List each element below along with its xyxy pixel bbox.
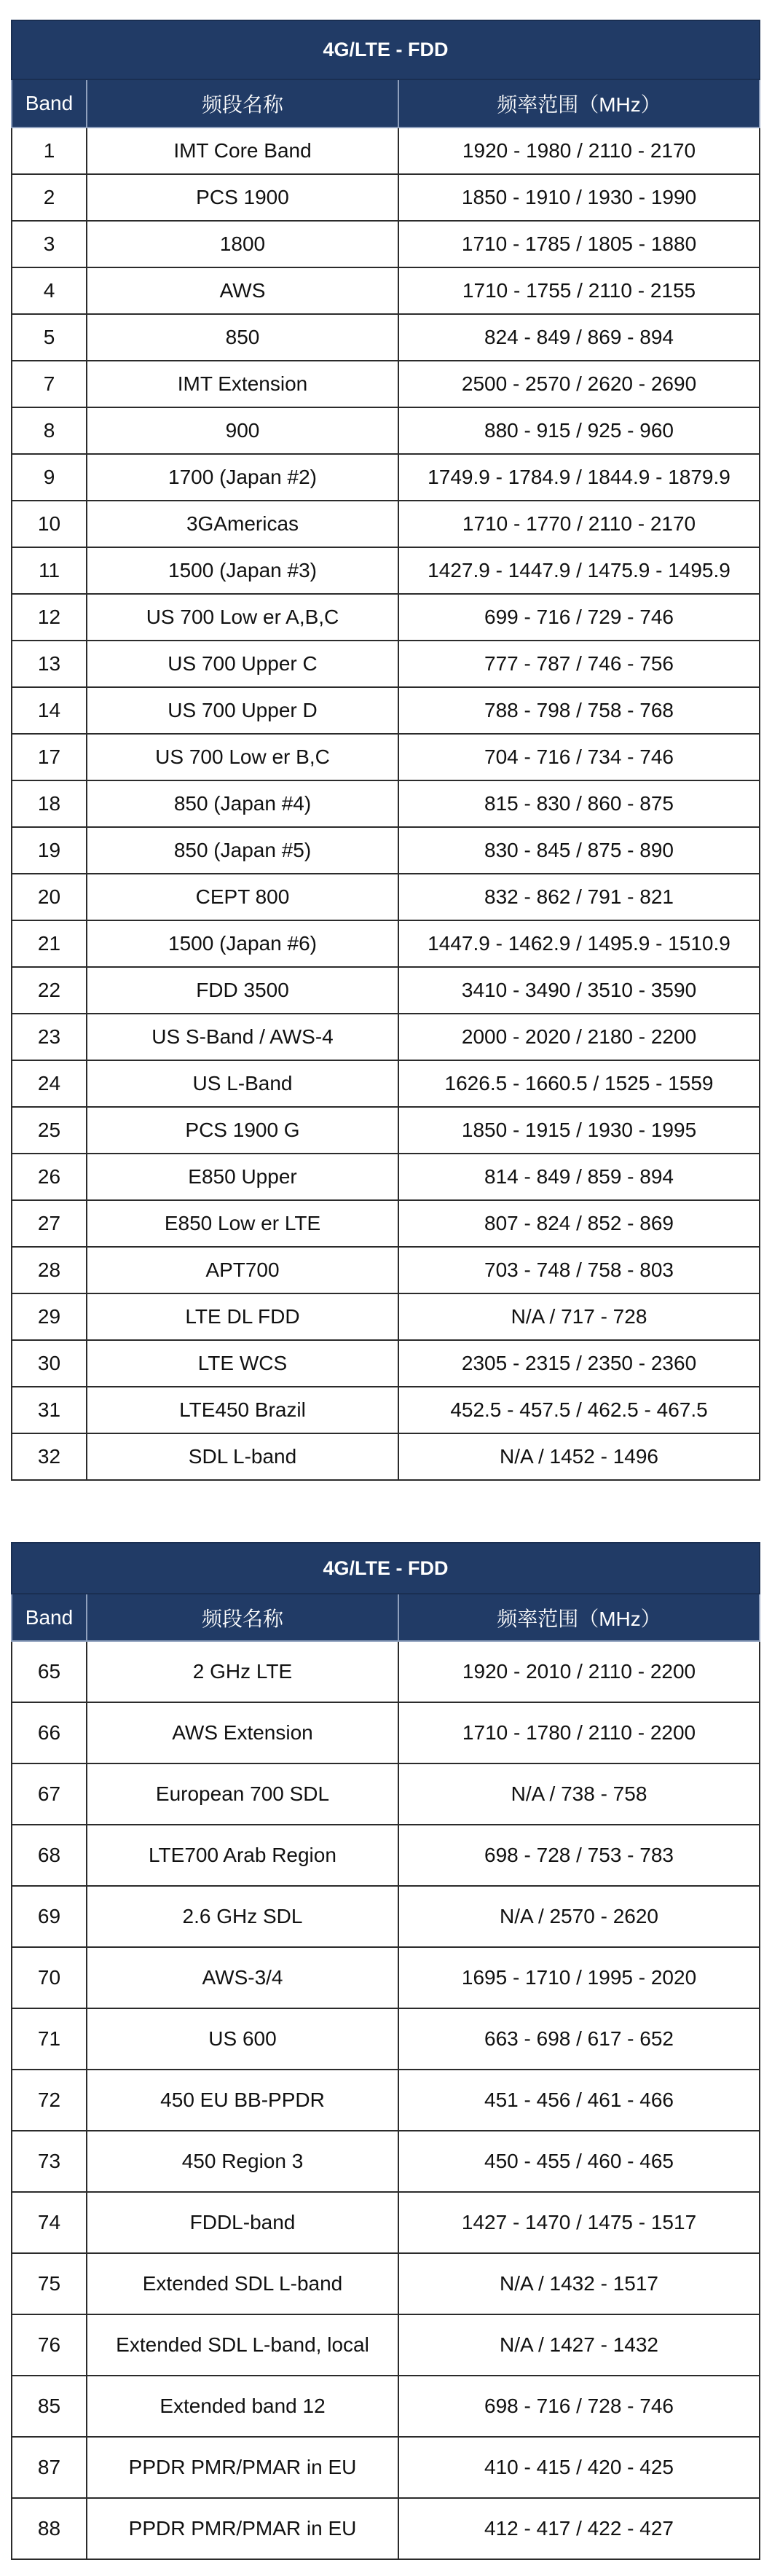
table-row	[12, 687, 760, 734]
band-name-cell: 3GAmericas	[87, 501, 398, 547]
table-row	[12, 1293, 760, 1340]
band-cell: 20	[12, 874, 87, 920]
band-cell: 85	[12, 2376, 87, 2437]
table-row	[12, 1247, 760, 1293]
table-header-row	[12, 79, 760, 128]
band-name-cell: 1500 (Japan #6)	[87, 920, 398, 967]
band-name-cell: 850 (Japan #5)	[87, 827, 398, 874]
table-row	[12, 128, 760, 174]
table-row	[12, 2192, 760, 2253]
band-cell: 29	[12, 1293, 87, 1340]
band-cell: 11	[12, 547, 87, 594]
table-title: 4G/LTE - FDD	[12, 1543, 760, 1594]
frequency-range-cell: 830 - 845 / 875 - 890	[398, 827, 760, 874]
frequency-range-cell: 699 - 716 / 729 - 746	[398, 594, 760, 641]
frequency-range-cell: 410 - 415 / 420 - 425	[398, 2437, 760, 2498]
table-row	[12, 2070, 760, 2131]
frequency-range-cell: 3410 - 3490 / 3510 - 3590	[398, 967, 760, 1014]
frequency-range-cell: 1695 - 1710 / 1995 - 2020	[398, 1947, 760, 2008]
table-row	[12, 2253, 760, 2314]
table-row	[12, 1947, 760, 2008]
table-row	[12, 361, 760, 407]
band-name-cell: PPDR PMR/PMAR in EU	[87, 2498, 398, 2559]
band-name-cell: PPDR PMR/PMAR in EU	[87, 2437, 398, 2498]
table-title-row	[12, 1543, 760, 1594]
band-name-cell: PCS 1900	[87, 174, 398, 221]
band-name-cell: US 600	[87, 2008, 398, 2070]
band-cell: 12	[12, 594, 87, 641]
frequency-range-cell: 1920 - 2010 / 2110 - 2200	[398, 1641, 760, 1702]
band-name-cell: 1800	[87, 221, 398, 267]
band-cell: 70	[12, 1947, 87, 2008]
band-cell: 25	[12, 1107, 87, 1154]
table-row	[12, 874, 760, 920]
table-row	[12, 967, 760, 1014]
frequency-range-cell: 698 - 728 / 753 - 783	[398, 1825, 760, 1886]
frequency-range-cell: N/A / 1427 - 1432	[398, 2314, 760, 2376]
band-cell: 22	[12, 967, 87, 1014]
table-row	[12, 1154, 760, 1200]
table-row	[12, 2131, 760, 2192]
band-cell: 88	[12, 2498, 87, 2559]
band-cell: 24	[12, 1060, 87, 1107]
band-name-cell: 2 GHz LTE	[87, 1641, 398, 1702]
band-name-cell: IMT Extension	[87, 361, 398, 407]
band-cell: 5	[12, 314, 87, 361]
frequency-range-cell: 824 - 849 / 869 - 894	[398, 314, 760, 361]
band-cell: 27	[12, 1200, 87, 1247]
frequency-range-cell: 1710 - 1785 / 1805 - 1880	[398, 221, 760, 267]
band-cell: 68	[12, 1825, 87, 1886]
table-row	[12, 1107, 760, 1154]
table-row	[12, 2498, 760, 2559]
band-name-cell: LTE DL FDD	[87, 1293, 398, 1340]
band-cell: 21	[12, 920, 87, 967]
band-cell: 1	[12, 128, 87, 174]
table-row	[12, 734, 760, 780]
table-row	[12, 454, 760, 501]
table-row	[12, 594, 760, 641]
band-name-cell: 450 EU BB-PPDR	[87, 2070, 398, 2131]
table-row	[12, 2314, 760, 2376]
band-cell: 4	[12, 267, 87, 314]
frequency-range-cell: 832 - 862 / 791 - 821	[398, 874, 760, 920]
frequency-range-cell: 704 - 716 / 734 - 746	[398, 734, 760, 780]
band-name-cell: E850 Upper	[87, 1154, 398, 1200]
table-header-row	[12, 1594, 760, 1641]
band-cell: 72	[12, 2070, 87, 2131]
column-header-band-name: 频段名称	[87, 79, 398, 128]
band-name-cell: US 700 Low er A,B,C	[87, 594, 398, 641]
frequency-range-cell: 1850 - 1910 / 1930 - 1990	[398, 174, 760, 221]
band-name-cell: US S-Band / AWS-4	[87, 1014, 398, 1060]
frequency-range-cell: 698 - 716 / 728 - 746	[398, 2376, 760, 2437]
frequency-range-cell: 451 - 456 / 461 - 466	[398, 2070, 760, 2131]
table-row	[12, 2376, 760, 2437]
frequency-range-cell: 815 - 830 / 860 - 875	[398, 780, 760, 827]
band-name-cell: 1700 (Japan #2)	[87, 454, 398, 501]
frequency-range-cell: 703 - 748 / 758 - 803	[398, 1247, 760, 1293]
column-header-band-name: 频段名称	[87, 1594, 398, 1641]
band-name-cell: 1500 (Japan #3)	[87, 547, 398, 594]
frequency-range-cell: 1710 - 1780 / 2110 - 2200	[398, 1702, 760, 1763]
frequency-range-cell: 663 - 698 / 617 - 652	[398, 2008, 760, 2070]
table-row	[12, 1641, 760, 1702]
column-header-band: Band	[12, 79, 87, 128]
table-row	[12, 1433, 760, 1480]
band-cell: 18	[12, 780, 87, 827]
band-name-cell: 2.6 GHz SDL	[87, 1886, 398, 1947]
column-header-frequency-range: 频率范围（MHz）	[398, 79, 760, 128]
band-cell: 75	[12, 2253, 87, 2314]
band-cell: 73	[12, 2131, 87, 2192]
band-cell: 28	[12, 1247, 87, 1293]
band-cell: 26	[12, 1154, 87, 1200]
frequency-range-cell: 807 - 824 / 852 - 869	[398, 1200, 760, 1247]
band-cell: 31	[12, 1387, 87, 1433]
band-name-cell: European 700 SDL	[87, 1763, 398, 1825]
table-row	[12, 501, 760, 547]
band-cell: 87	[12, 2437, 87, 2498]
band-name-cell: US L-Band	[87, 1060, 398, 1107]
band-cell: 19	[12, 827, 87, 874]
table-row	[12, 1886, 760, 1947]
table-row	[12, 780, 760, 827]
frequency-range-cell: N/A / 738 - 758	[398, 1763, 760, 1825]
band-name-cell: SDL L-band	[87, 1433, 398, 1480]
frequency-range-cell: 1710 - 1755 / 2110 - 2155	[398, 267, 760, 314]
frequency-range-cell: 777 - 787 / 746 - 756	[398, 641, 760, 687]
band-table-1	[11, 20, 760, 1481]
table-row	[12, 1200, 760, 1247]
band-cell: 17	[12, 734, 87, 780]
band-cell: 10	[12, 501, 87, 547]
band-cell: 67	[12, 1763, 87, 1825]
frequency-range-cell: 412 - 417 / 422 - 427	[398, 2498, 760, 2559]
frequency-range-cell: 1427.9 - 1447.9 / 1475.9 - 1495.9	[398, 547, 760, 594]
band-cell: 71	[12, 2008, 87, 2070]
band-cell: 8	[12, 407, 87, 454]
table-row	[12, 1387, 760, 1433]
frequency-range-cell: N/A / 717 - 728	[398, 1293, 760, 1340]
frequency-range-cell: 1920 - 1980 / 2110 - 2170	[398, 128, 760, 174]
table-row	[12, 827, 760, 874]
band-cell: 65	[12, 1641, 87, 1702]
band-cell: 9	[12, 454, 87, 501]
frequency-range-cell: 1447.9 - 1462.9 / 1495.9 - 1510.9	[398, 920, 760, 967]
table-title-row	[12, 20, 760, 79]
frequency-range-cell: N/A / 1432 - 1517	[398, 2253, 760, 2314]
table-row	[12, 2008, 760, 2070]
frequency-range-cell: 788 - 798 / 758 - 768	[398, 687, 760, 734]
band-name-cell: Extended SDL L-band, local	[87, 2314, 398, 2376]
frequency-range-cell: 450 - 455 / 460 - 465	[398, 2131, 760, 2192]
table-row	[12, 1825, 760, 1886]
band-cell: 32	[12, 1433, 87, 1480]
band-cell: 66	[12, 1702, 87, 1763]
table-row	[12, 1014, 760, 1060]
band-name-cell: APT700	[87, 1247, 398, 1293]
band-name-cell: US 700 Low er B,C	[87, 734, 398, 780]
band-name-cell: US 700 Upper D	[87, 687, 398, 734]
band-name-cell: LTE700 Arab Region	[87, 1825, 398, 1886]
table-row	[12, 2437, 760, 2498]
table-row	[12, 1702, 760, 1763]
band-name-cell: CEPT 800	[87, 874, 398, 920]
frequency-range-cell: 1850 - 1915 / 1930 - 1995	[398, 1107, 760, 1154]
band-name-cell: 850 (Japan #4)	[87, 780, 398, 827]
band-cell: 7	[12, 361, 87, 407]
band-name-cell: FDDL-band	[87, 2192, 398, 2253]
frequency-range-cell: N/A / 2570 - 2620	[398, 1886, 760, 1947]
table-row	[12, 920, 760, 967]
band-name-cell: LTE450 Brazil	[87, 1387, 398, 1433]
frequency-range-cell: 2000 - 2020 / 2180 - 2200	[398, 1014, 760, 1060]
band-name-cell: Extended band 12	[87, 2376, 398, 2437]
band-name-cell: IMT Core Band	[87, 128, 398, 174]
band-name-cell: AWS-3/4	[87, 1947, 398, 2008]
band-cell: 74	[12, 2192, 87, 2253]
table-title: 4G/LTE - FDD	[12, 20, 760, 79]
band-cell: 3	[12, 221, 87, 267]
frequency-range-cell: N/A / 1452 - 1496	[398, 1433, 760, 1480]
band-cell: 76	[12, 2314, 87, 2376]
band-name-cell: AWS	[87, 267, 398, 314]
table-body	[12, 128, 760, 1480]
band-name-cell: FDD 3500	[87, 967, 398, 1014]
band-name-cell: 850	[87, 314, 398, 361]
table-row	[12, 314, 760, 361]
frequency-range-cell: 880 - 915 / 925 - 960	[398, 407, 760, 454]
frequency-range-cell: 2305 - 2315 / 2350 - 2360	[398, 1340, 760, 1387]
band-cell: 13	[12, 641, 87, 687]
band-name-cell: Extended SDL L-band	[87, 2253, 398, 2314]
band-table-2	[11, 1542, 760, 2560]
band-name-cell: LTE WCS	[87, 1340, 398, 1387]
table-row	[12, 641, 760, 687]
column-header-frequency-range: 频率范围（MHz）	[398, 1594, 760, 1641]
band-name-cell: US 700 Upper C	[87, 641, 398, 687]
band-cell: 14	[12, 687, 87, 734]
band-name-cell: 900	[87, 407, 398, 454]
table-row	[12, 547, 760, 594]
frequency-range-cell: 814 - 849 / 859 - 894	[398, 1154, 760, 1200]
band-name-cell: E850 Low er LTE	[87, 1200, 398, 1247]
band-name-cell: 450 Region 3	[87, 2131, 398, 2192]
frequency-range-cell: 1749.9 - 1784.9 / 1844.9 - 1879.9	[398, 454, 760, 501]
band-cell: 69	[12, 1886, 87, 1947]
table-row	[12, 174, 760, 221]
table-row	[12, 221, 760, 267]
table-row	[12, 267, 760, 314]
column-header-band: Band	[12, 1594, 87, 1641]
band-cell: 2	[12, 174, 87, 221]
band-cell: 23	[12, 1014, 87, 1060]
table-row	[12, 407, 760, 454]
table-row	[12, 1340, 760, 1387]
frequency-range-cell: 452.5 - 457.5 / 462.5 - 467.5	[398, 1387, 760, 1433]
table-body	[12, 1641, 760, 2559]
band-name-cell: PCS 1900 G	[87, 1107, 398, 1154]
frequency-range-cell: 2500 - 2570 / 2620 - 2690	[398, 361, 760, 407]
band-cell: 30	[12, 1340, 87, 1387]
frequency-range-cell: 1427 - 1470 / 1475 - 1517	[398, 2192, 760, 2253]
table-row	[12, 1763, 760, 1825]
frequency-range-cell: 1710 - 1770 / 2110 - 2170	[398, 501, 760, 547]
table-row	[12, 1060, 760, 1107]
frequency-range-cell: 1626.5 - 1660.5 / 1525 - 1559	[398, 1060, 760, 1107]
band-name-cell: AWS Extension	[87, 1702, 398, 1763]
